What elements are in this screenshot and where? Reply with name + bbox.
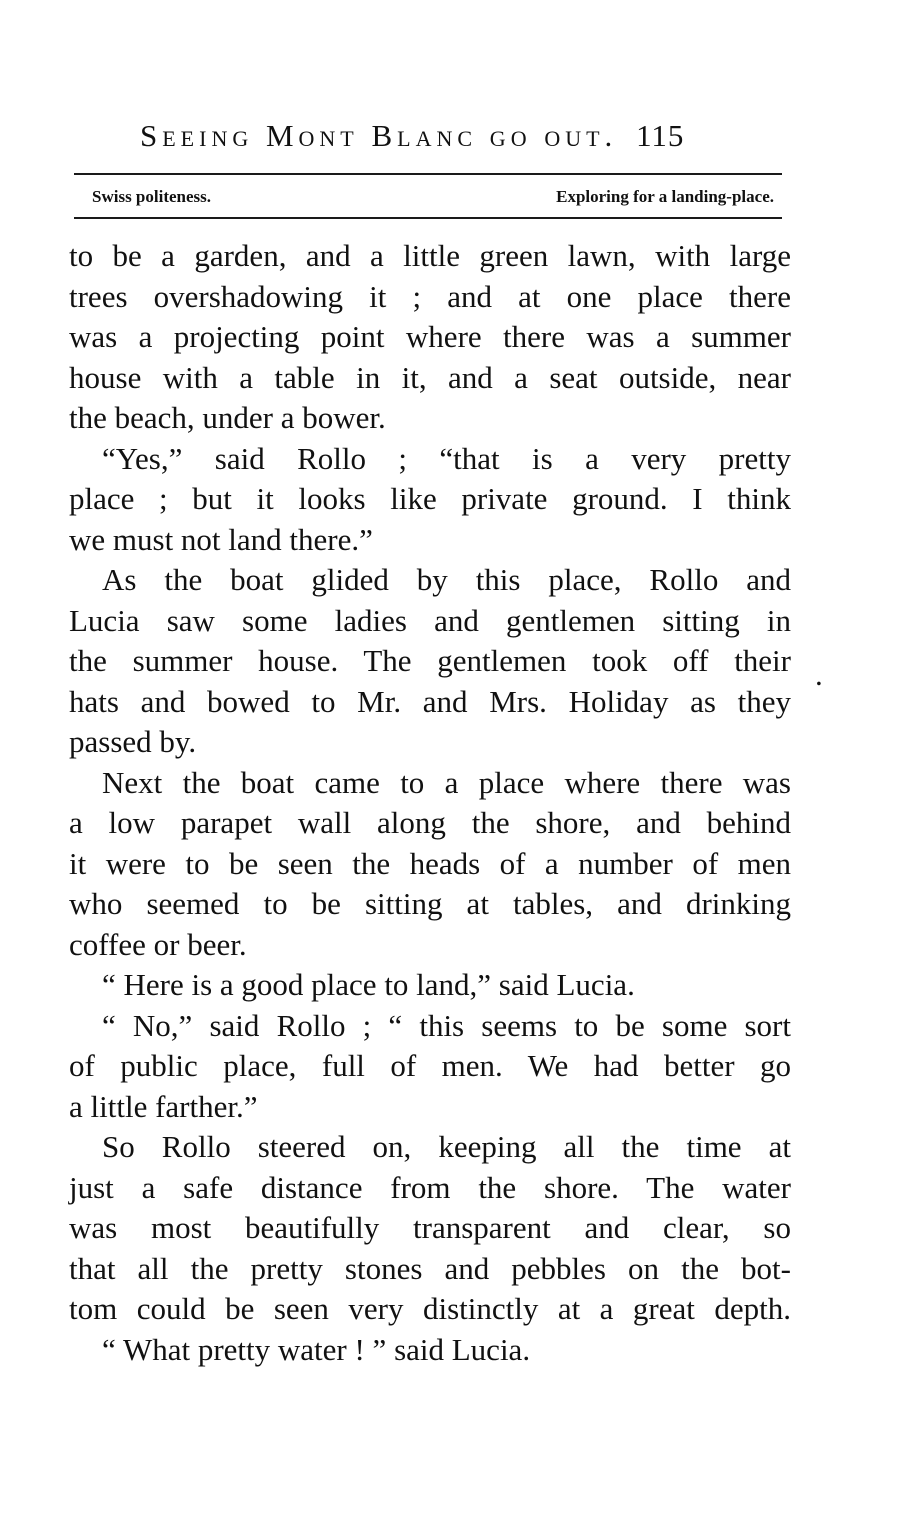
text-line: Lucia saw some ladies and gentlemen sitting in (69, 602, 791, 638)
header-rule-top (74, 173, 782, 175)
text-line: So Rollo steered on, keeping all the time at (102, 1129, 791, 1164)
text-line: that all the pretty stones and pebbles on the bot- (69, 1250, 791, 1286)
running-head-title: Seeing Mont Blanc go out. (140, 118, 618, 153)
page-number: 115 (636, 118, 685, 153)
text-line: was most beautifully transparent and clear, so (69, 1210, 791, 1245)
text-line: coffee or beer. (69, 926, 247, 962)
side-note-left: Swiss politeness. (92, 187, 212, 206)
text-line: tom could be seen very distinctly at a great depth. (69, 1291, 791, 1326)
text-line: “Yes,” said Rollo ; “that is a very pretty (102, 440, 791, 476)
text-line: it were to be seen the heads of a number of men (69, 845, 791, 881)
text-line: “ No,” said Rollo ; “ this seems to be some sort (102, 1007, 791, 1043)
side-note-right: Exploring for a landing-place. (556, 187, 774, 206)
body-text (69, 236, 791, 1370)
text-line: a little farther.” (69, 1088, 258, 1124)
text-line: place ; but it looks like private ground. I think (69, 481, 791, 516)
text-line: who seemed to be sitting at tables, and drinking (69, 886, 791, 921)
stray-mark: . (815, 657, 823, 692)
text-line: the summer house. The gentlemen took off their (69, 643, 791, 678)
running-head (140, 118, 800, 154)
text-line: house with a table in it, and a seat outside, near (69, 359, 791, 395)
text-line: “ Here is a good place to land,” said Lucia. (102, 967, 635, 1002)
text-line: As the boat glided by this place, Rollo and (102, 562, 791, 597)
text-line: passed by. (69, 724, 197, 759)
header-rule-bottom (74, 217, 782, 219)
text-line: to be a garden, and a little green lawn, with large (69, 238, 791, 273)
text-line: was a projecting point where there was a summer (69, 319, 791, 354)
text-line: of public place, full of men. We had better go (69, 1048, 791, 1083)
text-line: Next the boat came to a place where there was (102, 764, 791, 800)
text-line: just a safe distance from the shore. The water (69, 1169, 791, 1205)
text-line: hats and bowed to Mr. and Mrs. Holiday as they (69, 683, 791, 719)
text-line: the beach, under a bower. (69, 400, 386, 435)
text-line: trees overshadowing it ; and at one place there (69, 278, 791, 314)
text-line: “ What pretty water ! ” said Lucia. (102, 1331, 531, 1367)
text-line: we must not land there.” (69, 521, 373, 557)
text-line: a low parapet wall along the shore, and behind (69, 805, 791, 840)
